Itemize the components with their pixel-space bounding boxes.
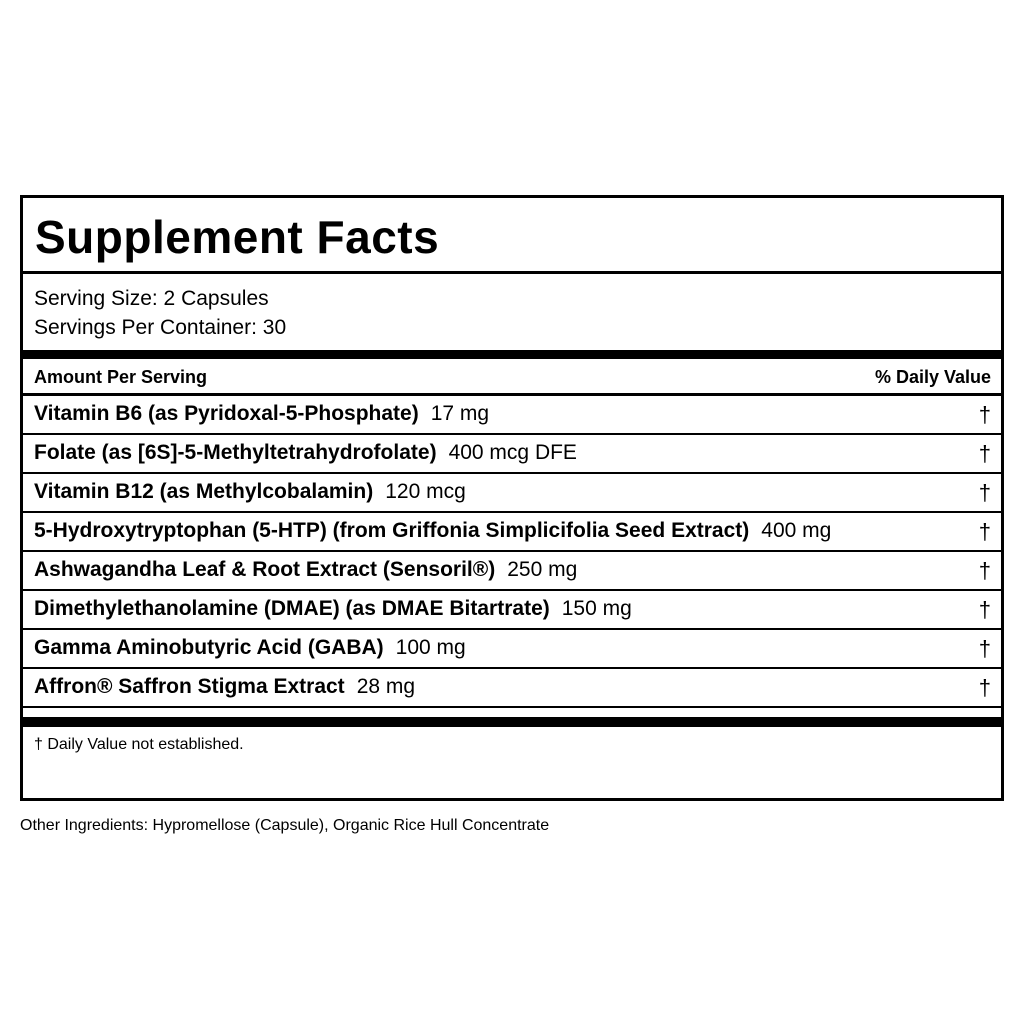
ingredient-name: Dimethylethanolamine (DMAE) (as DMAE Bitartrate) bbox=[34, 597, 550, 620]
ingredient-amount: 400 mg bbox=[761, 519, 832, 542]
amount-per-serving-header: Amount Per Serving bbox=[34, 367, 208, 387]
ingredient-amount: 120 mcg bbox=[385, 480, 466, 503]
ingredient-daily-value: † bbox=[978, 402, 991, 427]
thick-divider-top bbox=[23, 350, 1001, 359]
ingredient-row bbox=[23, 396, 1001, 435]
other-ingredients: Other Ingredients: Hypromellose (Capsule), Organic Rice Hull Concentrate bbox=[20, 817, 550, 834]
ingredient-daily-value: † bbox=[978, 519, 991, 544]
ingredient-row bbox=[23, 435, 1001, 474]
ingredient-name: Vitamin B6 (as Pyridoxal-5-Phosphate) bbox=[34, 402, 419, 425]
ingredient-amount: 400 mcg DFE bbox=[448, 441, 577, 464]
servings-per-container: Servings Per Container: 30 bbox=[34, 316, 287, 339]
ingredient-daily-value: † bbox=[978, 480, 991, 505]
ingredient-name: 5-Hydroxytryptophan (5-HTP) (from Griffonia Simplicifolia Seed Extract) bbox=[34, 519, 750, 542]
ingredient-row bbox=[23, 474, 1001, 513]
serving-info bbox=[23, 274, 1001, 350]
ingredient-amount: 100 mg bbox=[395, 636, 466, 659]
ingredient-daily-value: † bbox=[978, 441, 991, 466]
ingredient-amount: 28 mg bbox=[356, 675, 416, 698]
ingredient-row bbox=[23, 591, 1001, 630]
ingredient-row bbox=[23, 552, 1001, 591]
ingredient-row bbox=[23, 513, 1001, 552]
serving-size: Serving Size: 2 Capsules bbox=[34, 287, 269, 310]
ingredient-daily-value: † bbox=[978, 636, 991, 661]
ingredient-amount: 150 mg bbox=[561, 597, 632, 620]
ingredient-name: Vitamin B12 (as Methylcobalamin) bbox=[34, 480, 374, 503]
panel-title: Supplement Facts bbox=[35, 211, 440, 263]
ingredient-name: Affron® Saffron Stigma Extract bbox=[34, 675, 345, 698]
ingredient-name: Gamma Aminobutyric Acid (GABA) bbox=[34, 636, 384, 659]
thick-divider-bottom bbox=[23, 717, 1001, 727]
column-header-row bbox=[23, 359, 1001, 396]
ingredient-name: Folate (as [6S]-5-Methyltetrahydrofolate) bbox=[34, 441, 437, 464]
ingredient-list bbox=[23, 396, 1001, 708]
ingredient-amount: 250 mg bbox=[507, 558, 578, 581]
ingredient-daily-value: † bbox=[978, 675, 991, 700]
title-section bbox=[23, 198, 1001, 274]
ingredient-name: Ashwagandha Leaf & Root Extract (Sensoril®) bbox=[34, 558, 496, 581]
ingredient-daily-value: † bbox=[978, 597, 991, 622]
footnote: † Daily Value not established. bbox=[34, 736, 244, 753]
ingredient-daily-value: † bbox=[978, 558, 991, 583]
ingredient-row bbox=[23, 630, 1001, 669]
ingredient-row bbox=[23, 669, 1001, 708]
supplement-facts-panel bbox=[20, 195, 1004, 801]
daily-value-header: % Daily Value bbox=[874, 367, 991, 387]
ingredient-amount: 17 mg bbox=[430, 402, 490, 425]
